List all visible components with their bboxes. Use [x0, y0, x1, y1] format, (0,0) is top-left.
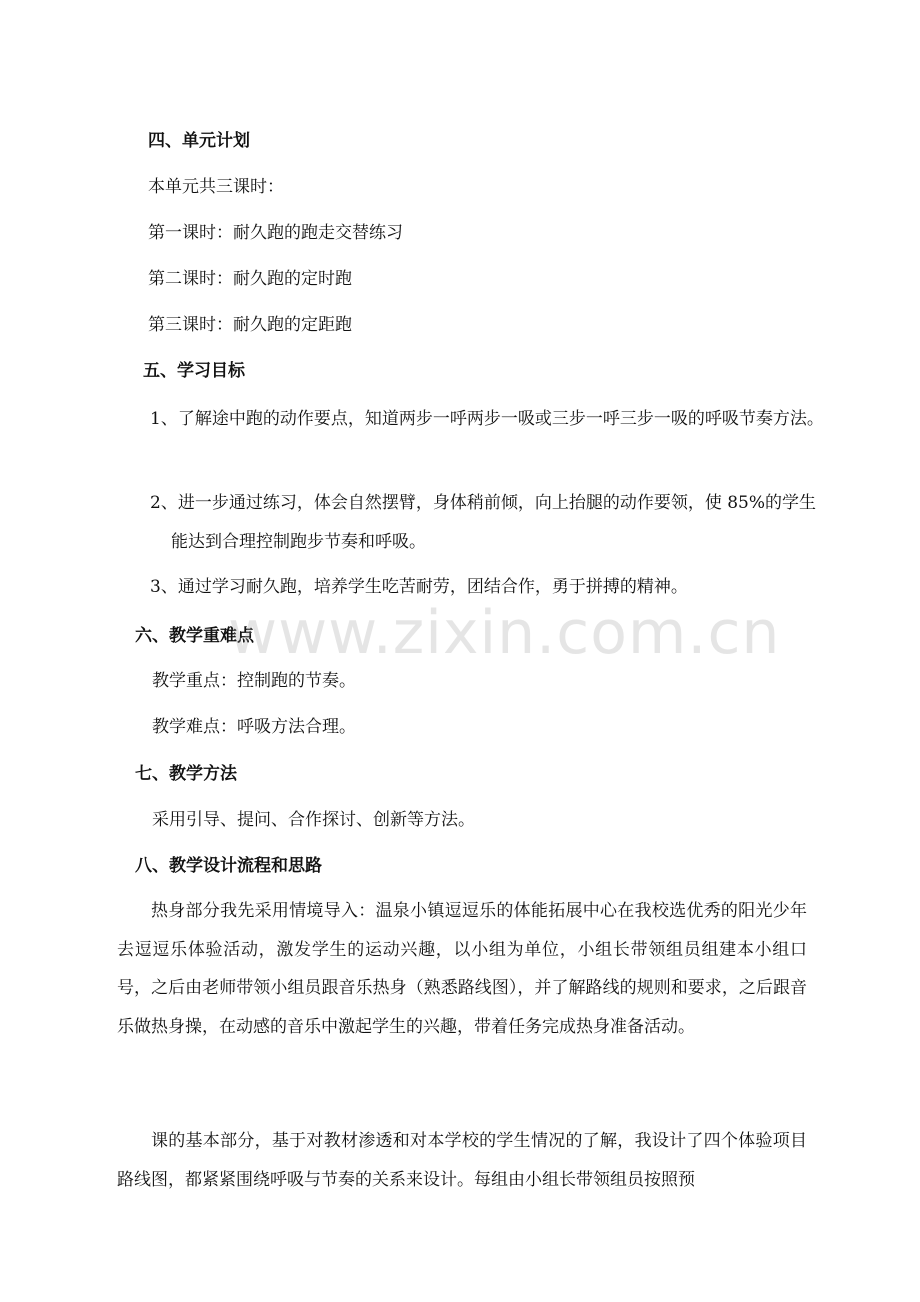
section-4-intro: 本单元共三课时：: [148, 177, 284, 197]
design-paragraph-2: 课的基本部分，基于对教材渗透和对本学校的学生情况的了解，我设计了四个体验项目路线图，都紧紧围绕呼吸与节奏的关系来设计。每组由小组长带领组员按照预: [117, 1131, 807, 1190]
section-4-heading: 四、单元计划: [148, 131, 250, 151]
goal-3: 3、通过学习耐久跑，培养学生吃苦耐劳，团结合作，勇于拼搏的精神。: [150, 577, 688, 597]
section-7-heading: 七、教学方法: [135, 764, 237, 784]
methods-text: 采用引导、提问、合作探讨、创新等方法。: [152, 810, 475, 830]
goal-2: 2、进一步通过练习，体会自然摆臂，身体稍前倾，向上抬腿的动作要领，使 85%的学生能达到合理控制跑步节奏和呼吸。: [150, 493, 817, 552]
section-6-heading: 六、教学重难点: [135, 626, 254, 646]
lesson-1: 第一课时：耐久跑的跑走交替练习: [148, 223, 403, 243]
section-8-heading: 八、教学设计流程和思路: [135, 856, 322, 876]
watermark: www.zixin.com.cn: [228, 598, 781, 668]
section-5-heading: 五、学习目标: [143, 361, 245, 381]
lesson-2: 第二课时：耐久跑的定时跑: [148, 269, 352, 289]
lesson-3: 第三课时：耐久跑的定距跑: [148, 315, 352, 335]
goal-1: 1、了解途中跑的动作要点，知道两步一呼两步一吸或三步一呼三步一吸的呼吸节奏方法。: [150, 409, 824, 429]
key-point: 教学重点：控制跑的节奏。: [152, 671, 356, 691]
difficult-point: 教学难点：呼吸方法合理。: [152, 717, 356, 737]
design-paragraph-1: 热身部分我先采用情境导入：温泉小镇逗逗乐的体能拓展中心在我校选优秀的阳光少年去逗逗乐体验活动，激发学生的运动兴趣，以小组为单位，小组长带领组员组建本小组口号，之后由老师带领小组员跟音乐热身（熟悉路线图），并了解路线的规则和要求，之后跟音乐做热身操，在动感的音乐中激起学生的兴趣，带着任务完成热身准备活动。: [117, 901, 807, 1037]
